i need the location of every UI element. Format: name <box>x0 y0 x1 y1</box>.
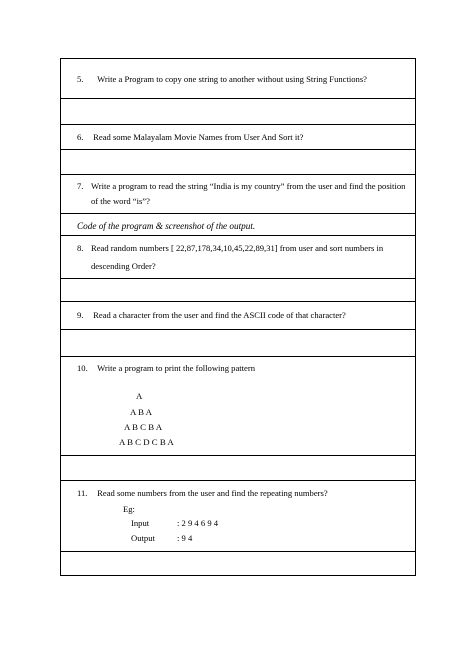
question-text-continued: of the word “is”? <box>91 196 150 206</box>
pattern-line-3: A B C B A <box>124 422 163 432</box>
question-text: Write a Program to copy one string to another without using String Functions? <box>97 74 367 84</box>
question-number: 10. <box>77 363 88 373</box>
output-value: : 9 4 <box>177 533 193 543</box>
question-text: Read some numbers from the user and find the repeating numbers? <box>97 488 328 498</box>
question-table <box>60 58 416 576</box>
question-row-6 <box>61 125 415 150</box>
question-text: Read a character from the user and find the ASCII code of that character? <box>93 310 346 320</box>
question-row-11 <box>61 481 415 577</box>
output-label: Output <box>131 533 155 543</box>
question-row-5 <box>61 59 415 99</box>
question-number: 8. <box>77 243 84 253</box>
question-number: 11. <box>77 488 88 498</box>
code-note-row <box>61 214 415 236</box>
answer-space <box>61 279 415 302</box>
answer-space <box>61 456 415 481</box>
question-row-9 <box>61 302 415 330</box>
code-note: Code of the program & screenshot of the output. <box>77 221 256 231</box>
question-number: 7. <box>77 181 84 191</box>
question-number: 6. <box>77 132 84 142</box>
pattern-line-4: A B C D C B A <box>119 437 174 447</box>
question-text: Read some Malayalam Movie Names from User And Sort it? <box>93 132 304 142</box>
question-row-8 <box>61 236 415 279</box>
question-row-10 <box>61 357 415 456</box>
question-number: 9. <box>77 310 84 320</box>
question-text: Write a program to print the following pattern <box>97 363 256 373</box>
input-value: : 2 9 4 6 9 4 <box>177 518 219 528</box>
answer-space <box>61 330 415 357</box>
answer-divider <box>61 551 415 552</box>
question-text: Read random numbers [ 22,87,178,34,10,45,22,89,31] from user and sort numbers in <box>91 243 384 253</box>
pattern-line-2: A B A <box>130 407 153 417</box>
question-row-7 <box>61 175 415 214</box>
input-label: Input <box>131 518 150 528</box>
answer-space <box>61 150 415 175</box>
question-number: 5. <box>77 74 84 84</box>
question-text-continued: descending Order? <box>91 261 156 271</box>
pattern-line-1: A <box>136 391 143 401</box>
question-text: Write a program to read the string “India is my country” from the user and find the position <box>91 181 406 191</box>
example-label: Eg: <box>123 504 135 514</box>
answer-space <box>61 99 415 125</box>
